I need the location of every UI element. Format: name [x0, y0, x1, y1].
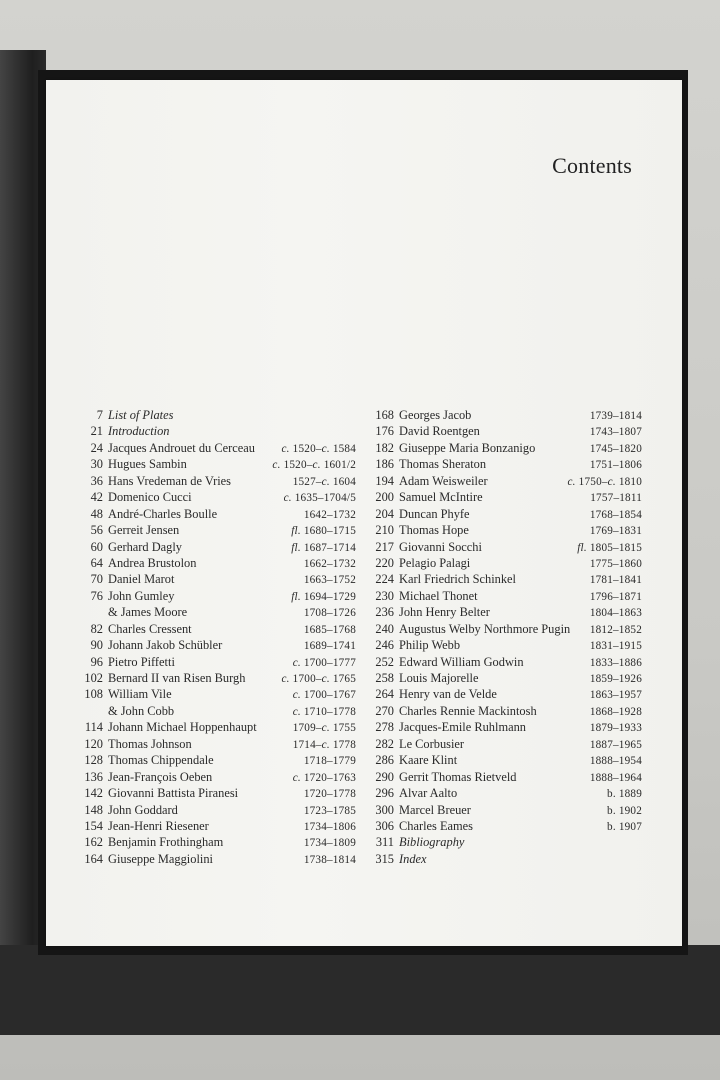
contents-entry — [71, 490, 356, 506]
entry-name: Jacques-Emile Ruhlmann — [399, 720, 526, 735]
entry-name: List of Plates — [108, 408, 174, 422]
entry-name: Le Corbusier — [399, 736, 465, 751]
contents-entry — [362, 671, 642, 687]
entry-dates: c. 1635–1704/5 — [283, 492, 356, 505]
entry-dates: 1757–1811 — [590, 492, 642, 505]
entry-name: Charles Eames — [399, 818, 473, 833]
entry-name: Johann Jakob Schübler — [108, 638, 223, 653]
contents-entry — [362, 424, 642, 440]
entry-name: Adam Weisweiler — [399, 473, 488, 488]
entry-name: Karl Friedrich Schinkel — [399, 572, 516, 587]
entry-dates: b. 1889 — [607, 788, 642, 801]
contents-entry — [362, 720, 642, 736]
entry-dates: 1723–1785 — [303, 804, 356, 817]
entry-dates: 1739–1814 — [589, 410, 642, 422]
entry-dates: 1887–1965 — [589, 738, 642, 751]
contents-entry — [71, 605, 356, 621]
entry-page-number: 296 — [375, 786, 394, 801]
contents-entry — [71, 770, 356, 786]
entry-name: Philip Webb — [399, 638, 461, 653]
entry-name: Henry van de Velde — [399, 687, 497, 702]
contents-entry — [362, 490, 642, 506]
entry-page-number: 270 — [375, 703, 394, 718]
entry-page-number: 96 — [90, 654, 103, 669]
contents-entry — [362, 638, 642, 654]
entry-page-number: 220 — [375, 555, 394, 570]
contents-entry — [362, 605, 642, 621]
entry-dates: 1642–1732 — [303, 508, 356, 521]
entry-name: Giovanni Socchi — [399, 539, 482, 554]
entry-page-number: 162 — [84, 835, 103, 850]
entry-name: Charles Cressent — [108, 621, 192, 636]
entry-dates: c. 1700–1767 — [292, 689, 356, 702]
entry-dates: 1527–c. 1604 — [292, 475, 356, 488]
entry-name: Georges Jacob — [399, 408, 472, 422]
entry-name: Marcel Breuer — [399, 802, 471, 817]
entry-dates: 1743–1807 — [589, 426, 642, 439]
entry-dates: 1833–1886 — [589, 656, 642, 669]
contents-entry — [71, 474, 356, 490]
entry-name: John Henry Belter — [399, 605, 490, 620]
entry-dates: b. 1907 — [607, 820, 642, 833]
entry-page-number: 290 — [375, 769, 394, 784]
entry-page-number: 164 — [84, 851, 103, 866]
entry-page-number: 182 — [375, 440, 394, 455]
entry-page-number: 315 — [375, 851, 394, 866]
contents-entry — [71, 589, 356, 605]
entry-name: Charles Rennie Mackintosh — [399, 703, 537, 718]
entry-page-number: 102 — [84, 671, 103, 685]
entry-name: John Gumley — [108, 588, 175, 603]
entry-page-number: 154 — [84, 818, 103, 833]
entry-dates: 1714–c. 1778 — [292, 738, 356, 751]
entry-dates: 1709–c. 1755 — [292, 722, 356, 735]
contents-entry — [362, 819, 642, 835]
entry-name: Johann Michael Hoppenhaupt — [108, 720, 257, 735]
entry-name: Gerreit Jensen — [108, 523, 180, 538]
entry-dates: 1888–1964 — [589, 771, 642, 784]
contents-entry — [71, 803, 356, 819]
entry-page-number: 64 — [90, 555, 103, 570]
entry-dates: 1745–1820 — [589, 442, 642, 455]
contents-entry — [362, 655, 642, 671]
entry-page-number: 236 — [375, 605, 394, 620]
entry-dates: fl. 1687–1714 — [291, 541, 356, 554]
contents-entry — [71, 507, 356, 523]
entry-dates: 1879–1933 — [589, 722, 642, 735]
entry-page-number: 230 — [375, 588, 394, 603]
contents-entry — [71, 556, 356, 572]
entry-dates: c. 1710–1778 — [292, 705, 356, 718]
contents-entry — [362, 737, 642, 753]
entry-page-number: 224 — [375, 572, 394, 587]
contents-entry — [362, 687, 642, 703]
contents-entry — [362, 622, 642, 638]
contents-entry — [362, 572, 642, 588]
entry-dates: 1769–1831 — [589, 525, 642, 538]
entry-page-number: 36 — [90, 473, 103, 488]
entry-dates: 1720–1778 — [303, 788, 356, 801]
entry-page-number: 306 — [375, 818, 394, 833]
contents-entry — [362, 408, 642, 424]
entry-page-number: 264 — [375, 687, 394, 702]
entry-dates: c. 1520–c. 1601/2 — [272, 459, 356, 472]
entry-name: Benjamin Frothingham — [108, 835, 224, 850]
entry-dates: c. 1720–1763 — [292, 771, 356, 784]
entry-name: Michael Thonet — [399, 588, 478, 603]
entry-page-number: 56 — [90, 523, 103, 538]
entry-page-number: 7 — [96, 408, 103, 422]
contents-entry — [362, 507, 642, 523]
entry-dates: 1888–1954 — [589, 755, 642, 768]
entry-dates: 1751–1806 — [589, 459, 642, 472]
entry-name: Pietro Piffetti — [108, 654, 175, 669]
entry-dates: 1663–1752 — [303, 574, 356, 587]
entry-name: Jacques Androuet du Cerceau — [108, 440, 255, 455]
contents-entry — [71, 835, 356, 851]
entry-dates: 1775–1860 — [589, 557, 642, 570]
entry-dates: 1734–1809 — [303, 837, 356, 850]
entry-page-number: 204 — [375, 506, 394, 521]
entry-page-number: 168 — [375, 408, 394, 422]
entry-page-number: 252 — [375, 654, 394, 669]
entry-page-number: 114 — [84, 720, 103, 735]
entry-name: Thomas Chippendale — [108, 753, 214, 768]
contents-entry — [362, 803, 642, 819]
entry-page-number: 142 — [84, 786, 103, 801]
entry-name: Thomas Hope — [399, 523, 469, 538]
entry-name: Gerhard Dagly — [108, 539, 182, 554]
entry-name: Gerrit Thomas Rietveld — [399, 769, 517, 784]
entry-page-number: 90 — [90, 638, 103, 653]
entry-page-number: 176 — [375, 424, 394, 439]
entry-page-number: 76 — [90, 588, 103, 603]
contents-entry — [362, 556, 642, 572]
contents-entry — [71, 457, 356, 473]
contents-entry — [362, 457, 642, 473]
entry-name: Samuel McIntire — [399, 490, 483, 505]
contents-entry — [71, 753, 356, 769]
entry-page-number: 217 — [375, 539, 394, 554]
contents-entry — [71, 786, 356, 802]
entry-dates: fl. 1680–1715 — [291, 525, 356, 538]
contents-entry — [362, 852, 642, 868]
entry-name: Andrea Brustolon — [108, 555, 197, 570]
entry-dates: 1863–1957 — [589, 689, 642, 702]
contents-entry — [362, 589, 642, 605]
entry-name: Giovanni Battista Piranesi — [108, 786, 239, 801]
entry-page-number: 311 — [375, 835, 394, 850]
entry-name: & John Cobb — [108, 703, 175, 718]
entry-page-number: 148 — [84, 802, 103, 817]
entry-page-number: 82 — [90, 621, 103, 636]
entry-dates: 1859–1926 — [589, 673, 642, 685]
entry-dates: c. 1520–c. 1584 — [281, 442, 356, 455]
entry-name: Giuseppe Maggiolini — [108, 851, 213, 866]
contents-entry — [362, 523, 642, 539]
entry-name: Giuseppe Maria Bonzanigo — [399, 440, 536, 455]
entry-name: Thomas Sheraton — [399, 457, 487, 472]
contents-entry — [71, 720, 356, 736]
contents-entry — [362, 786, 642, 802]
contents-entry — [362, 704, 642, 720]
entry-page-number: 282 — [375, 736, 394, 751]
entry-dates: 1738–1814 — [303, 853, 356, 866]
entry-name: Bibliography — [399, 835, 465, 850]
contents-entry — [71, 819, 356, 835]
entry-dates: 1734–1806 — [303, 820, 356, 833]
contents-entry — [362, 441, 642, 457]
entry-dates: 1708–1726 — [303, 607, 356, 620]
contents-entry — [71, 408, 356, 424]
contents-entry — [362, 540, 642, 556]
contents-entry — [71, 441, 356, 457]
contents-entry — [71, 572, 356, 588]
entry-page-number: 278 — [375, 720, 394, 735]
entry-page-number: 42 — [90, 490, 103, 505]
contents-entry — [71, 852, 356, 868]
entry-page-number: 186 — [375, 457, 394, 472]
contents-entry — [71, 638, 356, 654]
entry-dates: 1796–1871 — [589, 590, 642, 603]
entry-page-number: 128 — [84, 753, 103, 768]
entry-dates: c. 1700–1777 — [292, 656, 356, 669]
entry-page-number: 48 — [90, 506, 103, 521]
entry-page-number: 286 — [375, 753, 394, 768]
page-title: Contents — [552, 153, 632, 178]
entry-name: Jean-François Oeben — [108, 769, 213, 784]
contents-column-left — [71, 408, 356, 868]
entry-dates: 1781–1841 — [589, 574, 642, 587]
contents-column-right — [362, 408, 642, 868]
entry-page-number: 30 — [90, 457, 103, 472]
entry-name: Jean-Henri Riesener — [108, 818, 209, 833]
entry-page-number: 258 — [375, 671, 394, 685]
contents-page — [46, 80, 682, 946]
entry-name: William Vile — [108, 687, 172, 702]
contents-entry — [362, 770, 642, 786]
book-cover-bottom — [0, 945, 720, 1035]
entry-page-number: 300 — [375, 802, 394, 817]
contents-entry — [71, 704, 356, 720]
entry-name: Index — [399, 851, 427, 866]
entry-page-number: 120 — [84, 736, 103, 751]
entry-page-number: 210 — [375, 523, 394, 538]
entry-page-number: 200 — [375, 490, 394, 505]
contents-entry — [71, 655, 356, 671]
entry-name: Duncan Phyfe — [399, 506, 470, 521]
entry-dates: c. 1700–c. 1765 — [281, 673, 356, 685]
entry-name: Bernard II van Risen Burgh — [108, 671, 246, 685]
entry-dates: fl. 1694–1729 — [291, 590, 356, 603]
entry-name: Daniel Marot — [108, 572, 175, 587]
contents-entry — [71, 523, 356, 539]
entry-name: David Roentgen — [399, 424, 480, 439]
entry-page-number: 136 — [84, 769, 103, 784]
entry-name: Pelagio Palagi — [399, 555, 471, 570]
entry-page-number: 21 — [90, 424, 103, 439]
entry-name: John Goddard — [108, 802, 178, 817]
entry-name: Augustus Welby Northmore Pugin — [399, 621, 571, 636]
contents-entry — [71, 622, 356, 638]
contents-entry — [71, 540, 356, 556]
entry-dates: 1689–1741 — [303, 640, 356, 653]
contents-entry — [362, 835, 642, 851]
entry-dates: 1662–1732 — [303, 557, 356, 570]
entry-dates: b. 1902 — [607, 804, 642, 817]
entry-name: Introduction — [108, 424, 170, 439]
entry-page-number: 24 — [90, 440, 103, 455]
entry-dates: 1685–1768 — [303, 623, 356, 636]
entry-name: Hans Vredeman de Vries — [108, 473, 231, 488]
entry-dates: 1831–1915 — [589, 640, 642, 653]
entry-dates: 1868–1928 — [589, 705, 642, 718]
contents-entry — [71, 424, 356, 440]
contents-entry — [71, 737, 356, 753]
entry-name: Alvar Aalto — [399, 786, 458, 801]
entry-page-number: 194 — [375, 473, 394, 488]
entry-name: Edward William Godwin — [399, 654, 524, 669]
contents-entry — [362, 474, 642, 490]
entry-dates: 1804–1863 — [589, 607, 642, 620]
entry-name: André-Charles Boulle — [108, 506, 218, 521]
entry-name: Domenico Cucci — [108, 490, 192, 505]
entry-page-number: 246 — [375, 638, 394, 653]
entry-name: Louis Majorelle — [399, 671, 479, 685]
entry-page-number: 240 — [375, 621, 394, 636]
entry-name: Hugues Sambin — [108, 457, 187, 472]
contents-entry — [362, 753, 642, 769]
entry-dates: 1768–1854 — [589, 508, 642, 521]
contents-entry — [71, 671, 356, 687]
entry-name: Thomas Johnson — [108, 736, 192, 751]
entry-page-number: 60 — [90, 539, 103, 554]
entry-name: & James Moore — [108, 605, 188, 620]
entry-dates: 1812–1852 — [589, 623, 642, 636]
entry-dates: 1718–1779 — [303, 755, 356, 768]
contents-entry — [71, 687, 356, 703]
entry-name: Kaare Klint — [399, 753, 458, 768]
entry-page-number: 108 — [84, 687, 103, 702]
entry-dates: fl. 1805–1815 — [577, 541, 642, 554]
entry-dates: c. 1750–c. 1810 — [567, 475, 642, 488]
entry-page-number: 70 — [90, 572, 103, 587]
